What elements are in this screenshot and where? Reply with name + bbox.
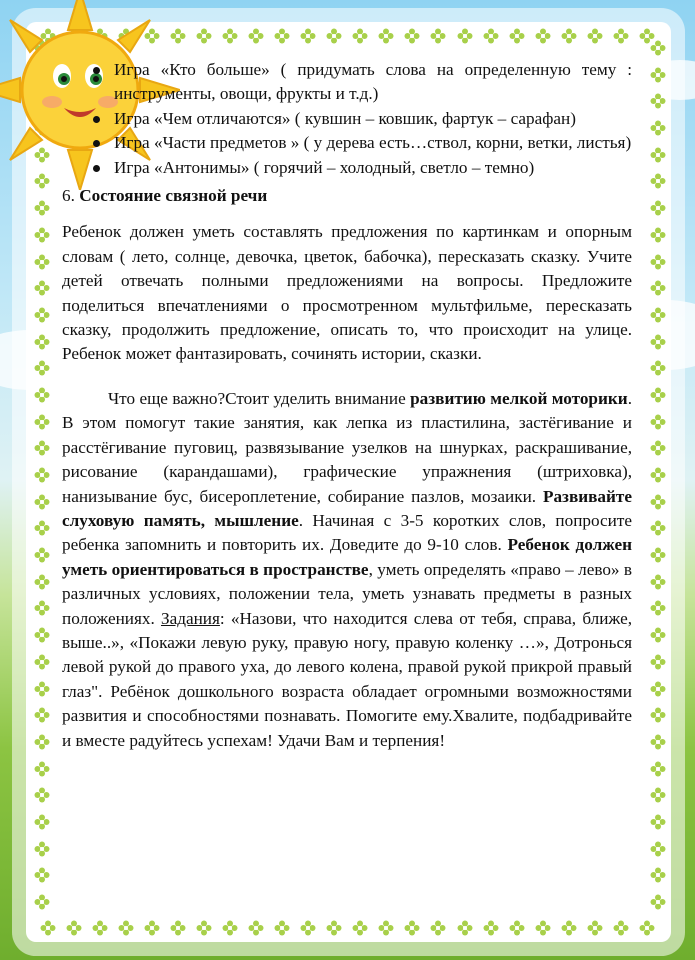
flower-icon [34,787,50,803]
flower-icon [34,414,50,430]
flower-icon [650,280,666,296]
flower-icon [92,920,108,936]
flower-icon [118,920,134,936]
flower-icon [196,920,212,936]
flower-icon [650,467,666,483]
flower-icon [650,627,666,643]
flower-icon [34,280,50,296]
flower-icon [34,307,50,323]
flower-icon [430,920,446,936]
paragraph-development [62,387,632,753]
flower-icon [613,28,629,44]
flower-icon [378,920,394,936]
list-item: Игра «Кто больше» ( придумать слова на определенную тему : инструменты, овощи, фрукты и т.д.) [114,58,632,107]
flower-icon [326,28,342,44]
flower-icon [483,920,499,936]
flower-icon [300,28,316,44]
flower-icon [650,440,666,456]
text-run: . Начиная с 3-5 коротких слов, попросите ребенка запомнить и повторить их. Доведите до 9-10 слов. [62,510,632,555]
flower-icon [650,200,666,216]
flower-icon [650,707,666,723]
flower-icon [650,387,666,403]
tasks-label: Задания [161,608,220,628]
section-heading [62,184,632,208]
flower-icon [457,28,473,44]
flower-icon [613,920,629,936]
flower-icon [535,28,551,44]
flower-icon [34,841,50,857]
flower-icon [561,920,577,936]
flower-icon [650,40,666,56]
flower-icon [650,120,666,136]
flower-icon [650,734,666,750]
flower-icon [34,467,50,483]
list-item: Игра «Части предметов » ( у дерева есть…ствол, корни, ветки, листья) [114,131,632,155]
flower-icon [248,28,264,44]
flower-icon [650,360,666,376]
flower-icon [650,867,666,883]
list-item: Игра «Чем отличаются» ( кувшин – ковшик, фартук – сарафан) [114,107,632,131]
flower-icon [34,440,50,456]
flower-icon [587,920,603,936]
flower-icon [34,520,50,536]
flower-icon [650,681,666,697]
flower-icon [650,494,666,510]
flower-icon [34,227,50,243]
flower-icon [222,920,238,936]
text-run: , уметь определять «право – лево» в различных условиях, положении тела, уметь узнавать предметы в разных положениях. [62,559,633,628]
flower-icon [34,254,50,270]
flower-icon [378,28,394,44]
flower-icon [650,93,666,109]
flower-icon [34,360,50,376]
flower-icon [509,28,525,44]
flower-icon [34,387,50,403]
emphasis-orientation: Ребенок должен уметь ориентироваться в пространстве [62,535,632,579]
flower-icon [650,814,666,830]
flower-icon [326,920,342,936]
document-content [62,58,632,753]
flower-icon [650,600,666,616]
flower-icon [300,920,316,936]
flower-icon [650,841,666,857]
flower-icon [34,547,50,563]
flower-icon [587,28,603,44]
games-list [62,58,632,180]
flower-icon [274,920,290,936]
text-run: Что еще важно?Стоит уделить внимание [108,388,411,408]
flower-icon [404,920,420,936]
flower-icon [650,547,666,563]
flower-icon [650,761,666,777]
flower-icon [34,814,50,830]
flower-icon [40,920,56,936]
text-run: : «Назови, что находится слева от тебя, справа, ближе, выше..», «Покажи левую руку, правую ногу, правую коленку …», Дотронься левой рукой до правого уха, до левого колена, правой рукой прикрой правый глаз". Ребёнок дошкольного возраста обладает огромными возможностями развития и способностями познавать. Помогите ему.Хвалите, подбадривайте и вместе радуйтесь успехам! Удачи Вам и терпения! [62,608,632,750]
flower-icon [650,227,666,243]
flower-icon [66,920,82,936]
flower-icon [430,28,446,44]
flower-icon [144,920,160,936]
flower-icon [639,920,655,936]
flower-icon [34,707,50,723]
flower-icon [34,627,50,643]
flower-icon [650,254,666,270]
flower-icon [34,600,50,616]
flower-icon [34,334,50,350]
flower-border-right [650,40,666,910]
flower-icon [222,28,238,44]
flower-border-bottom [40,920,655,936]
flower-icon [457,920,473,936]
flower-icon [509,920,525,936]
flower-icon [650,787,666,803]
flower-icon [650,414,666,430]
list-item: Игра «Антонимы» ( горячий – холодный, светло – темно) [114,156,632,180]
flower-icon [34,200,50,216]
flower-icon [34,867,50,883]
flower-icon [650,147,666,163]
flower-icon [34,494,50,510]
flower-icon [650,173,666,189]
flower-icon [34,894,50,910]
flower-icon [650,307,666,323]
flower-icon [650,574,666,590]
flower-icon [535,920,551,936]
flower-icon [352,920,368,936]
section-title: Состояние связной речи [79,186,268,206]
flower-icon [404,28,420,44]
flower-icon [170,920,186,936]
flower-icon [650,654,666,670]
paragraph-speech: Ребенок должен уметь составлять предложения по картинкам и опорным словам ( лето, солнце, девочка, цветок, бабочка), пересказать сказку. Учите детей отвечать полными предложениями на вопросы. Предложите поделиться впечатлениями о просмотренном мультфильме, пересказать сказку, продолжить предложение, описать то, что происходит на улице. Ребенок может фантазировать, сочинять истории, сказки. [62,222,632,364]
flower-icon [650,894,666,910]
emphasis-auditory-memory: Развивайте слуховую память, мышление [62,486,632,530]
flower-icon [34,681,50,697]
flower-icon [650,334,666,350]
flower-icon [352,28,368,44]
section-number: 6. [62,186,75,206]
flower-icon [561,28,577,44]
emphasis-fine-motor: развитию мелкой моторики [410,388,628,408]
flower-icon [34,654,50,670]
flower-icon [650,520,666,536]
flower-icon [650,67,666,83]
flower-icon [248,920,264,936]
flower-icon [196,28,212,44]
text-run: . В этом помогут такие занятия, как лепка из пластилина, застёгивание и расстёгивание пуговиц, развязывание узелков на шнурках, раскрашивание, рисование (карандашами), графические упражнения (штриховка), нанизывание бус, бисероплетение, собирание пазлов, мозаики. [62,388,633,506]
flower-icon [274,28,290,44]
flower-icon [483,28,499,44]
flower-icon [34,761,50,777]
flower-icon [34,734,50,750]
flower-icon [34,574,50,590]
